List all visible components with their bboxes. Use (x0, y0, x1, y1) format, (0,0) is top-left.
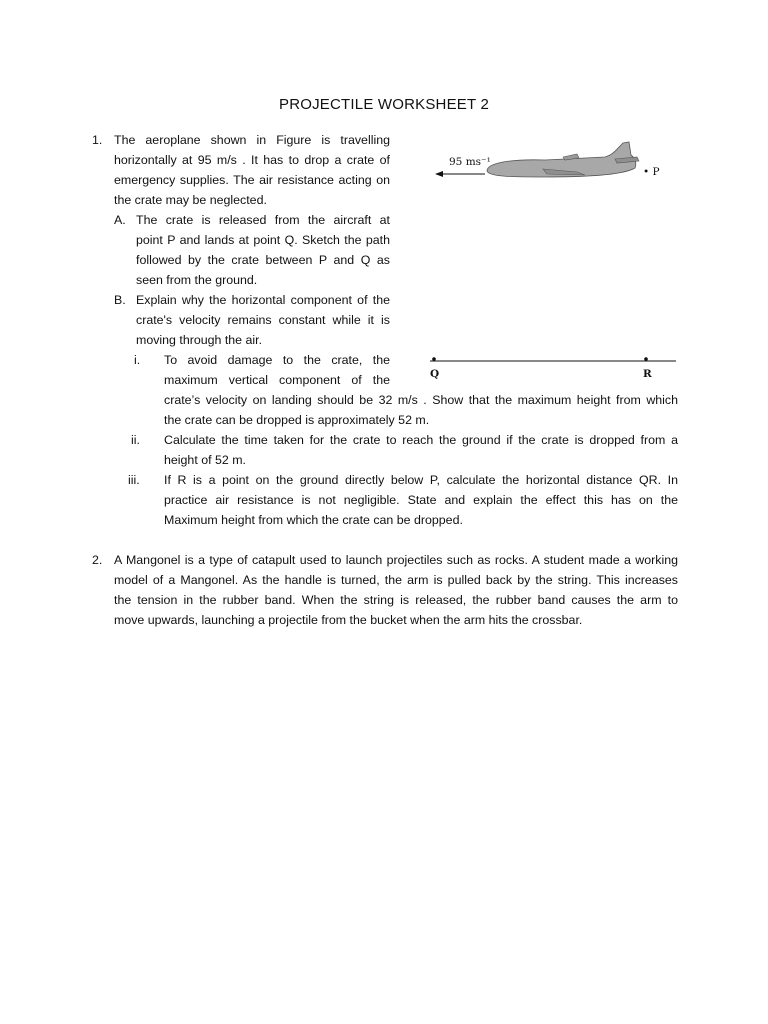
q1i-line: To avoid damage to the crate, the (164, 353, 390, 367)
point-p-label: • P (643, 166, 660, 178)
q1a-line: point P and lands at point Q. Sketch the path (136, 233, 390, 247)
q1ii-line: Calculate the time taken for the crate to reach the ground if the crate is dropped from a (164, 433, 678, 447)
aeroplane-figure (425, 135, 675, 195)
q1i-line: crate’s velocity on landing should be 32 m/s . Show that the maximum height from which (164, 393, 678, 407)
point-q-dot (432, 357, 436, 361)
q1b-line: moving through the air. (136, 333, 263, 347)
q1-intro-line: The aeroplane shown in Figure is travelling (114, 133, 390, 147)
q1b-text (136, 290, 390, 350)
q1b-line: crate's velocity remains constant while it is (136, 313, 390, 327)
velocity-label: 95 ms⁻¹ (449, 156, 491, 168)
q1iii-line: Maximum height from which the crate can be dropped. (164, 513, 463, 527)
ground-figure (420, 350, 680, 382)
q1-intro-line: emergency supplies. The air resistance acting on (114, 173, 390, 187)
q2-number: 2. (92, 553, 103, 567)
q1ii-label: ii. (131, 433, 140, 447)
q1a-text (136, 210, 390, 290)
q1a-label: A. (114, 213, 126, 227)
q1ii-text (164, 430, 678, 470)
q1iii-label: iii. (128, 473, 140, 487)
q2-line: A Mangonel is a type of catapult used to launch projectiles such as rocks. A student made a working (114, 553, 678, 567)
q1i-text-narrow (164, 350, 390, 390)
q1a-line: seen from the ground. (136, 273, 258, 287)
q1a-line: The crate is released from the aircraft at (136, 213, 390, 227)
q1i-label: i. (134, 353, 141, 367)
point-r-dot (644, 357, 648, 361)
q1iii-line: practice air resistance is not negligible. State and explain the effect this has on the (164, 493, 678, 507)
q1-intro (114, 130, 390, 210)
q1iii-text (164, 470, 678, 530)
q2-text (114, 550, 678, 630)
q1i-line: maximum vertical component of the (164, 373, 390, 387)
page-title: PROJECTILE WORKSHEET 2 (279, 96, 489, 113)
q1b-label: B. (114, 293, 126, 307)
point-q-label: Q (430, 368, 440, 380)
velocity-arrow-head (435, 171, 443, 177)
q1a-line: followed by the crate between P and Q as (136, 253, 390, 267)
q1b-line: Explain why the horizontal component of the (136, 293, 390, 307)
q1i-text-wide (164, 390, 678, 430)
q1i-line: the crate can be dropped is approximately 52 m. (164, 413, 430, 427)
point-r-label: R (643, 368, 652, 380)
q2-line: the tension in the rubber band. When the string is released, the rubber band causes the arm to (114, 593, 678, 607)
q1ii-line: height of 52 m. (164, 453, 246, 467)
q1-intro-line: horizontally at 95 m/s . It has to drop a crate of (114, 153, 390, 167)
q1-intro-line: the crate may be neglected. (114, 193, 267, 207)
q1iii-line: If R is a point on the ground directly below P, calculate the horizontal distance QR. In (164, 473, 678, 487)
q2-line: model of a Mangonel. As the handle is turned, the arm is pulled back by the string. This increases (114, 573, 678, 587)
q1-number: 1. (92, 133, 103, 147)
q2-line: move upwards, launching a projectile from the bucket when the arm hits the crossbar. (114, 613, 583, 627)
